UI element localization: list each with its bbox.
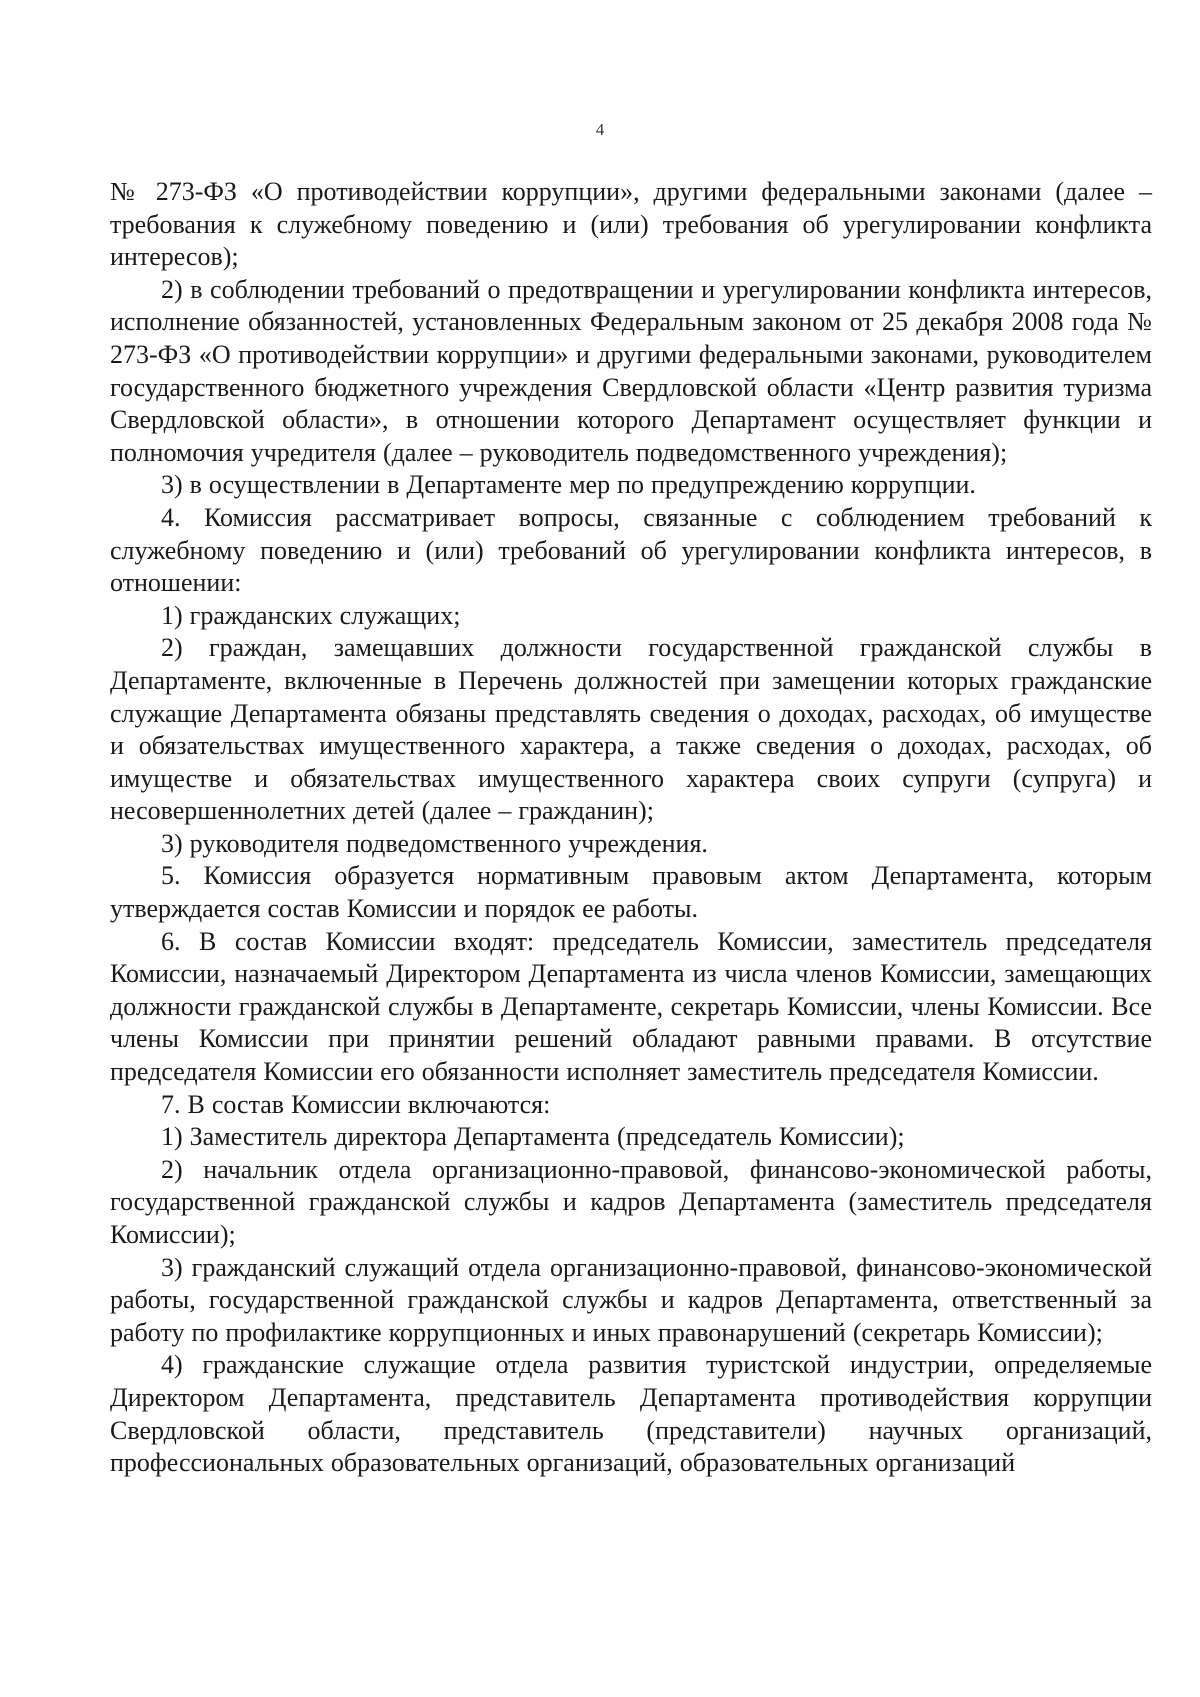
- paragraph-clause-5: 5. Комиссия образуется нормативным правовым актом Департамента, которым утверждается состав Комиссии и порядок ее работы.: [110, 861, 1152, 924]
- paragraph-clause-7-item-2: 2) начальник отдела организационно-правовой, финансово-экономической работы, государственной гражданской службы и кадров Департамента (заместитель председателя Комиссии);: [110, 1154, 1152, 1249]
- paragraph-clause-4-item-3: 3) руководителя подведомственного учреждения.: [161, 828, 708, 858]
- paragraph-clause-6: 6. В состав Комиссии входят: председатель Комиссии, заместитель председателя Комиссии, назначаемый Директором Департамента из числа членов Комиссии, замещающих должности гражданской службы в Департаменте, секретарь Комиссии, члены Комиссии. Все члены Комиссии при принятии решений обладают равными правами. В отсутствие председателя Комиссии его обязанности исполняет заместитель председателя Комиссии.: [110, 926, 1152, 1087]
- paragraph-clause-4: 4. Комиссия рассматривает вопросы, связанные с соблюдением требований к служебному поведению и (или) требований об урегулировании конфликта интересов, в отношении:: [110, 502, 1152, 598]
- paragraph-clause-4-item-2: 2) граждан, замещавших должности государственной гражданской службы в Департаменте, включенные в Перечень должностей при замещении которых гражданские служащие Департамента обязаны представлять сведения о доходах, расходах, об имуществе и обязательствах имущественного характера, а также сведения о доходах, расходах, об имуществе и обязательствах имущественного характера своих супруги (супруга) и несовершеннолетних детей (далее – гражданин);: [110, 633, 1152, 826]
- paragraph-item-2: 2) в соблюдении требований о предотвращении и урегулировании конфликта интересов, исполнение обязанностей, установленных Федеральным законом от 25 декабря 2008 года № 273-ФЗ «О противодействии коррупции» и другими федеральными законами, руководителем государственного бюджетного учреждения Свердловской области «Центр развития туризма Свердловской области», в отношении которого Департамент осуществляет функции и полномочия учредителя (далее – руководитель подведомственного учреждения);: [110, 274, 1152, 467]
- paragraph-clause-4-item-1: 1) гражданских служащих;: [161, 600, 461, 630]
- page-number: 4: [595, 120, 605, 139]
- paragraph-continuation: № 273-ФЗ «О противодействии коррупции», другими федеральными законами (далее – требования к служебному поведению и (или) требования об урегулировании конфликта интересов);: [110, 177, 1152, 272]
- paragraph-clause-7-item-3: 3) гражданский служащий отдела организационно-правовой, финансово-экономической работы, государственной гражданской службы и кадров Департамента, ответственный за работу по профилактике коррупционных и иных правонарушений (секретарь Комиссии);: [110, 1252, 1152, 1347]
- paragraph-clause-7-item-1: 1) Заместитель директора Департамента (председатель Комиссии);: [161, 1122, 905, 1152]
- paragraph-item-3: 3) в осуществлении в Департаменте мер по предупреждению коррупции.: [161, 470, 976, 500]
- paragraph-clause-7-item-4: 4) гражданские служащие отдела развития туристской индустрии, определяемые Директором Департамента, представитель Департамента противодействия коррупции Свердловской области, представитель (представители) научных организаций, профессиональных образовательных организаций, образовательных организаций: [110, 1350, 1152, 1478]
- document-body: [110, 176, 1152, 1480]
- paragraph-clause-7: 7. В состав Комиссии включаются:: [161, 1089, 551, 1119]
